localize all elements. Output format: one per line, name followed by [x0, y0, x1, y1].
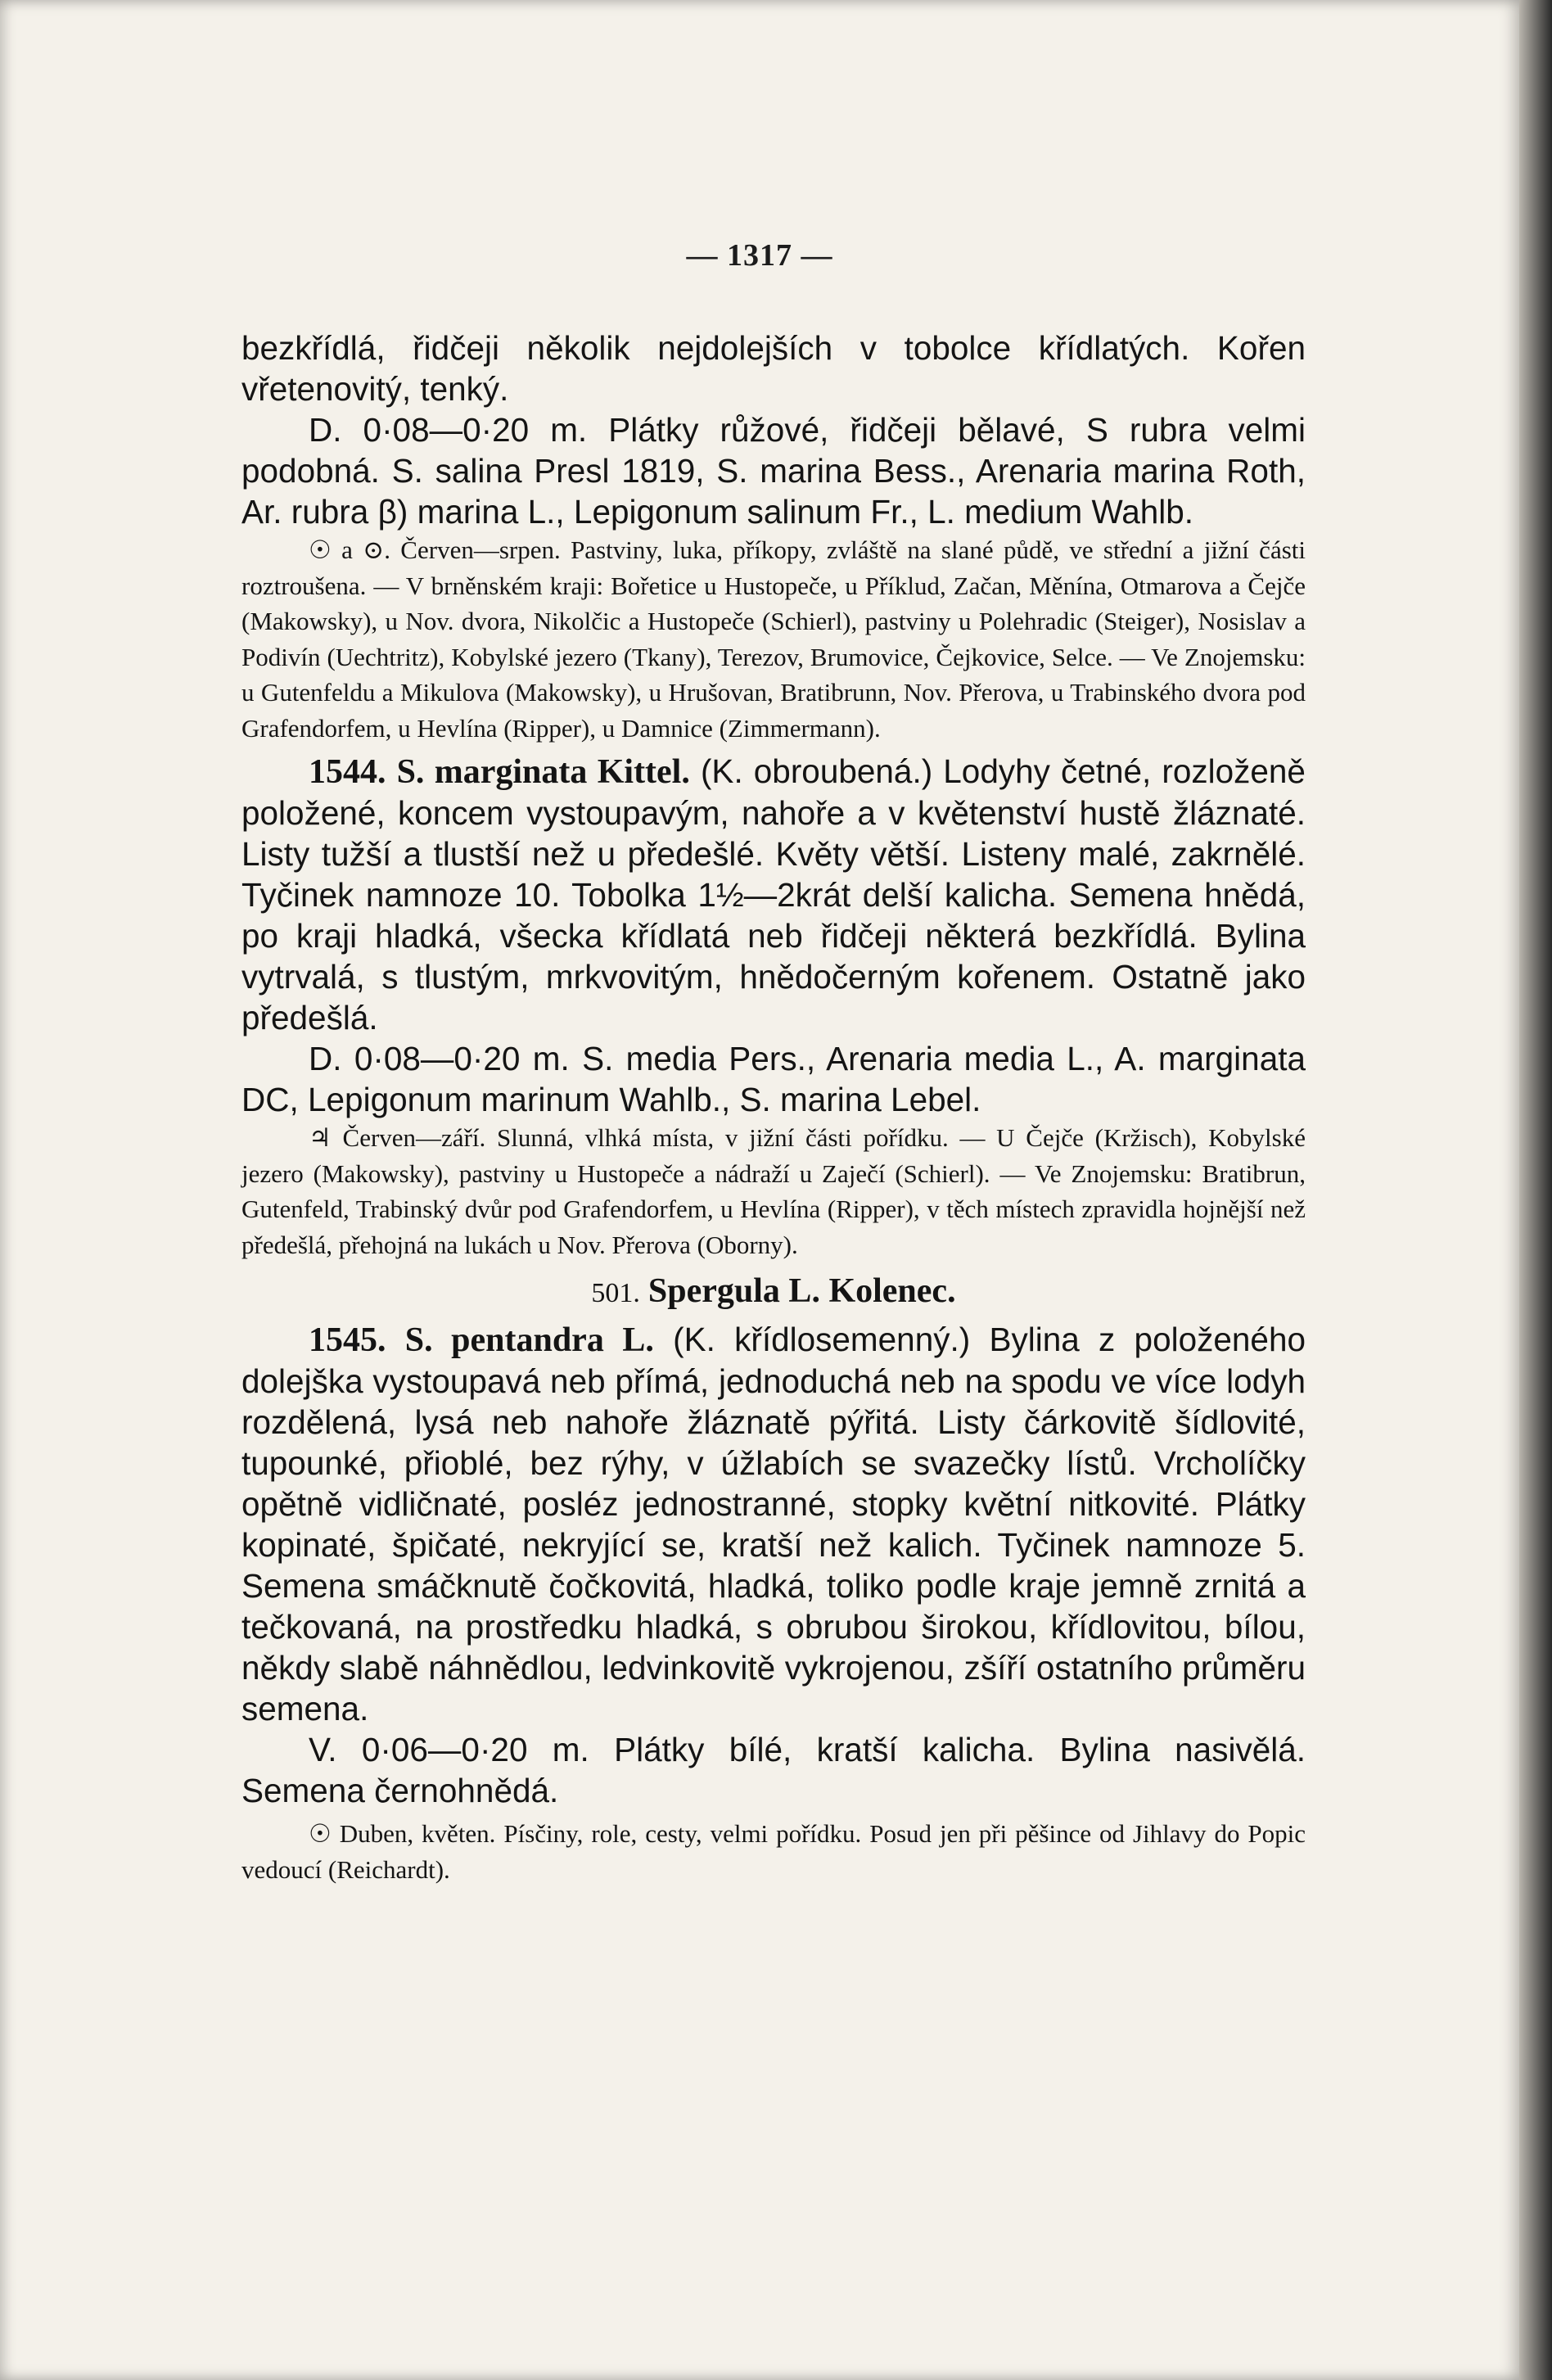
species-1544-czech-name: (K. obroubená.) [700, 752, 933, 790]
page-number: — 1317 — [686, 238, 833, 273]
species-1544-number: 1544. [309, 753, 386, 791]
genus-number: 501. [591, 1278, 640, 1308]
species-1545-size: V. 0·06—0·20 m. Plátky bílé, kratší kalicha. Bylina nasivělá. Semena černohnědá. [241, 1731, 1306, 1809]
species-1545-czech-name: (K. křídlosemenný.) [673, 1321, 971, 1358]
species-1544-entry [241, 751, 1306, 1038]
page-content [241, 327, 1306, 1887]
species-1544-description: Lodyhy četné, rozloženě položené, koncem vystoupavým, nahoře a v květenství hustě žláznaté. Listy tužší a tlustší než u předešlé. Květy větší. Listeny malé, zakrnělé. Tyčinek namnoze 10. Tobolka 1½—2krát delší kalicha. Semena hnědá, po kraji hladká, všecka křídlatá neb řidčeji některá bezkřídlá. Bylina vytrvalá, s tlustým, mrkvovitým, hnědočerným kořenem. Ostatně jako předešlá. [241, 752, 1306, 1036]
species-1545-entry [241, 1319, 1306, 1729]
species-1545-name: S. pentandra L. [404, 1321, 654, 1359]
genus-name: Spergula L. Kolenec. [647, 1272, 956, 1310]
scan-edge [1519, 0, 1552, 2380]
species-1545-description: Bylina z položeného dolejška vystoupavá neb přímá, jednoduchá neb na spodu ve více lodyh rozdělená, lysá neb nahoře žláznatě pýřitá. Listy čárkovitě šídlovité, tupounké, přioblé, bez rýhy, v úžlabích se svazečky lístů. Vrcholíčky opětně vidličnaté, posléz jednostranné, stopky květní nitkovité. Plátky kopinaté, špičaté, nekryjící se, kratší než kalich. Tyčinek namnoze 5. Semena smáčknutě čočkovitá, hladká, toliko podle kraje jemně zrnitá a tečkovaná, na prostředku hladká, s obrubou širokou, křídlovitou, bílou, někdy slabě náhnědlou, ledvinkovitě vykrojenou, zšíří ostatního průměru semena. [241, 1321, 1306, 1727]
dimensions-synonyms-paragraph: D. 0·08—0·20 m. Plátky růžové, řidčeji bělavé, S rubra velmi podobná. S. salina Presl 1819, S. marina Bess., Arenaria marina Roth, Ar. rubra β) marina L., Lepigonum salinum Fr., L. medium Wahlb. [241, 411, 1306, 531]
continuation-paragraph: bezkřídlá, řidčeji několik nejdolejších v tobolce křídlatých. Kořen vřetenovitý, tenký. [241, 329, 1306, 408]
genus-heading [241, 1271, 1306, 1314]
species-1544-habitat: ♃ Červen—září. Slunná, vlhká místa, v jižní části pořídku. — U Čejče (Kržisch), Kobylské jezero (Makowsky), pastviny u Hustopeče a nádraží u Zaječí (Schierl). — Ve Znojemsku: Bratibrun, Gutenfeld, Trabinský dvůr pod Grafendorfem, u Hevlína (Ripper), v těch místech zpravidla hojnější než předešlá, přehojná na lukách u Nov. Přerova (Oborny). [241, 1123, 1306, 1259]
species-1545-number: 1545. [309, 1321, 386, 1359]
species-1544-synonyms: D. 0·08—0·20 m. S. media Pers., Arenaria media L., A. marginata DC, Lepigonum marinum Wahlb., S. marina Lebel. [241, 1040, 1306, 1118]
habitat-paragraph: ☉ a ⊙. Červen—srpen. Pastviny, luka, příkopy, zvláště na slané půdě, ve střední a jižní části roztroušena. — V brněnském kraji: Bořetice u Hustopeče, u Příklud, Začan, Měnína, Otmarova a Čejče (Makowsky), u Nov. dvora, Nikolčic a Hustopeče (Schierl), pastviny u Polehradic (Steiger), Nosislav a Podivín (Uechtritz), Kobylské jezero (Tkany), Terezov, Brumovice, Čejkovice, Selce. — Ve Znojemsku: u Gutenfeldu a Mikulova (Makowsky), u Hrušovan, Bratibrunn, Nov. Přerova, u Trabinského dvora pod Grafendorfem, u Hevlína (Ripper), u Damnice (Zimmermann). [241, 535, 1306, 743]
species-1545-habitat: ☉ Duben, květen. Písčiny, role, cesty, velmi pořídku. Posud jen při pěšince od Jihlavy do Popic vedoucí (Reichardt). [241, 1819, 1306, 1884]
species-1544-name: S. marginata Kittel. [396, 753, 690, 791]
